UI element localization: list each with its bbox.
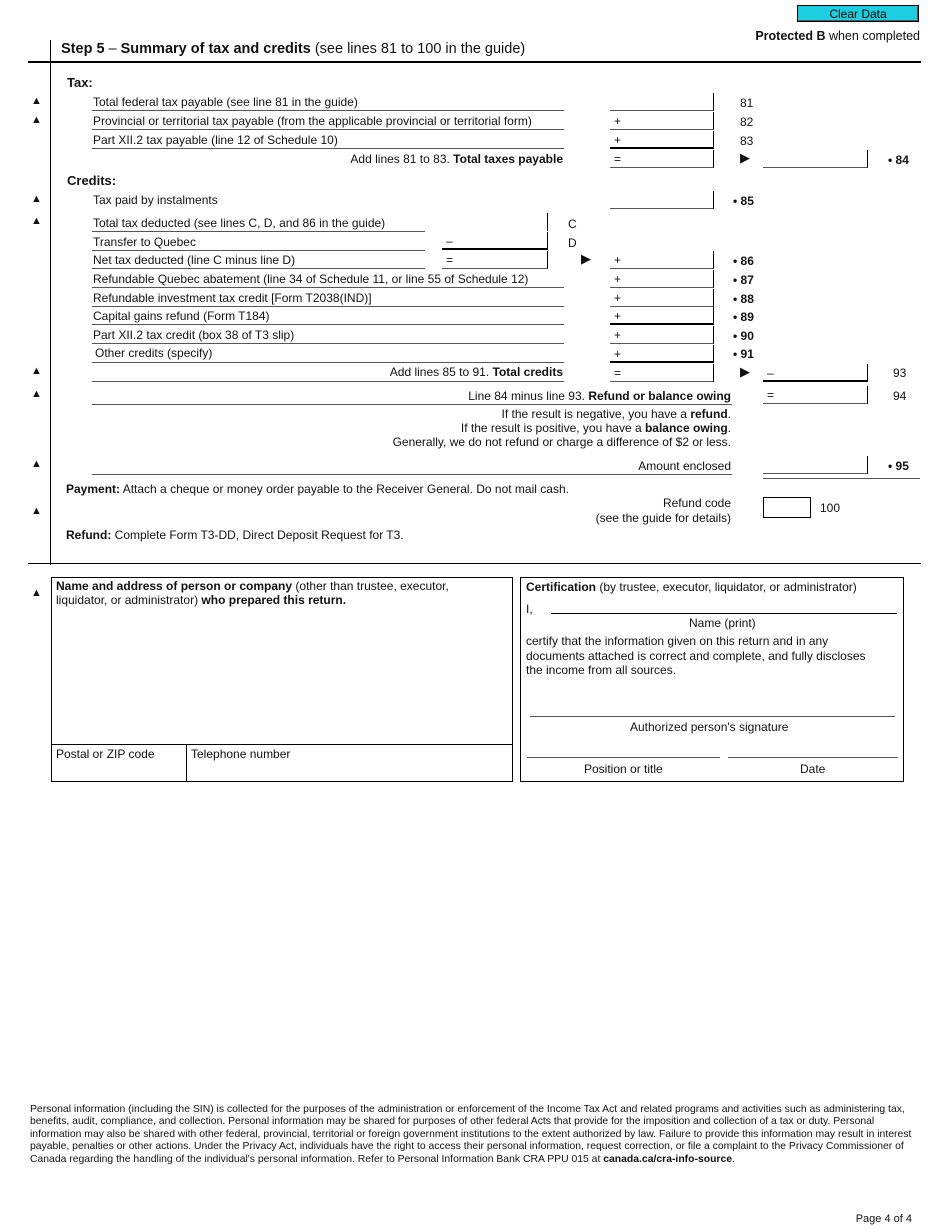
line-c-label: Total tax deducted (see lines C, D, and 86 in the guide): [93, 216, 386, 230]
preparer-text: (other than trustee, executor,: [292, 579, 449, 593]
line-88-label: Refundable investment tax credit [Form T2038(IND)]: [93, 291, 372, 305]
credits-heading: Credits:: [67, 173, 117, 188]
title: Summary of tax and credits: [120, 41, 311, 57]
privacy-link[interactable]: canada.ca/cra-info-source: [603, 1153, 733, 1165]
line-86-number: • 86: [733, 254, 754, 268]
pointer-right-icon: ▶: [581, 251, 591, 266]
underline: [92, 129, 564, 130]
tax-heading: Tax:: [67, 75, 93, 90]
i-label: I,: [526, 602, 533, 616]
total-credits-subtotal: =: [610, 364, 714, 382]
line-87-label: Refundable Quebec abatement (line 34 of Schedule 11, or line 55 of Schedule 12): [93, 272, 529, 286]
balance-bold: Refund or balance owing: [588, 389, 731, 403]
line-82-input[interactable]: +: [610, 112, 714, 130]
line-d-letter: D: [568, 236, 577, 250]
line-85-input[interactable]: [610, 191, 714, 209]
payment-bold: Payment:: [66, 482, 121, 496]
refund-note: [66, 528, 404, 542]
underline: [92, 474, 732, 475]
cert-text-1: certify that the information given on this return and in any: [526, 634, 829, 648]
line-89-input[interactable]: +: [610, 307, 714, 325]
refund-code-sub: (see the guide for details): [595, 511, 731, 525]
arrow-up-icon: ▲: [31, 587, 42, 599]
line-91-number: • 91: [733, 347, 754, 361]
payment-text: Attach a cheque or money order payable to the Receiver General. Do not mail cash.: [120, 482, 569, 496]
note-bold: refund: [690, 407, 728, 421]
left-rule: [50, 40, 51, 565]
position-input[interactable]: [527, 757, 720, 758]
underline: [92, 110, 564, 111]
arrow-up-icon: ▲: [31, 95, 42, 107]
section-title: [61, 41, 525, 58]
line-94-number: 94: [893, 389, 907, 403]
line-87-number: • 87: [733, 273, 754, 287]
arrow-up-icon: ▲: [31, 114, 42, 126]
cert-text-2: documents attached is correct and complete, and fully discloses: [526, 649, 866, 663]
telephone-input[interactable]: [188, 762, 511, 781]
underline: [92, 324, 564, 325]
refund-bold: Refund:: [66, 528, 112, 542]
total-credits-label: [390, 365, 563, 379]
protected-b-label: [755, 29, 920, 43]
line-87-input[interactable]: +: [610, 270, 714, 288]
line-95-number: • 95: [888, 459, 909, 473]
preparer-bold: who prepared this return.: [201, 593, 347, 607]
line-81-label: Total federal tax payable (see line 81 in the guide): [93, 95, 358, 109]
pointer-right-icon: ▶: [740, 364, 750, 379]
line-91-input[interactable]: +: [610, 345, 714, 363]
divider: [51, 744, 513, 745]
difference-note: Generally, we do not refund or charge a difference of $2 or less.: [392, 435, 731, 449]
preparer-text: liquidator, or administrator): [56, 593, 202, 607]
total-credits-bold: Total credits: [492, 365, 563, 379]
line-83-label: Part XII.2 tax payable (line 12 of Schedule 10): [93, 133, 338, 147]
underline: [92, 343, 564, 344]
privacy-text: Personal information (including the SIN) is collected for the purposes of the administration or enforcement of the Income Tax Act and related programs and activities such as administering tax, benefits, audit, compliance, and collection. Personal information may be shared for purposes of other federal Acts that provide for the imposition and collection of a tax or duty. Personal information may also be shared with other federal, provincial, territorial or foreign government institutions to the extent authorized by law. Failure to provide this information may result in interest payable, penalties or other actions. Under the Privacy Act, individuals have the right to access their personal information, request correction, or file a complaint to the Privacy Commissioner of Canada regarding the handling of the individual's personal information. Refer to Personal Information Bank CRA PPU 015 at: [30, 1104, 912, 1165]
step-label: Step 5: [61, 41, 105, 57]
arrow-up-icon: ▲: [31, 388, 42, 400]
note-bold: balance owing: [644, 421, 728, 435]
refund-code-label: Refund code: [662, 496, 731, 510]
top-rule: [28, 61, 921, 63]
line-88-number: • 88: [733, 292, 754, 306]
cert-text-3: the income from all sources.: [526, 663, 677, 677]
line-d-input[interactable]: –: [442, 232, 548, 250]
arrow-up-icon: ▲: [31, 505, 42, 517]
privacy-notice: [30, 1104, 915, 1166]
underline: [92, 287, 564, 288]
line-82-number: 82: [740, 115, 754, 129]
underline: [92, 231, 425, 232]
date-label: Date: [800, 762, 826, 776]
preparer-name-address-input[interactable]: [52, 610, 512, 744]
line-88-input[interactable]: +: [610, 289, 714, 307]
total-taxes-bold: Total taxes payable: [453, 152, 563, 166]
certification-bold: Certification: [526, 580, 597, 594]
protected-b: Protected B: [755, 29, 826, 43]
line-90-input[interactable]: +: [610, 326, 714, 344]
date-input[interactable]: [728, 757, 898, 758]
line-c-letter: C: [568, 217, 577, 231]
line-81-input[interactable]: [610, 93, 714, 111]
line-d-label: Transfer to Quebec: [93, 235, 196, 249]
arrow-up-icon: ▲: [31, 193, 42, 205]
total-taxes-prefix: Add lines 81 to 83.: [350, 152, 454, 166]
line-90-label: Part XII.2 tax credit (box 38 of T3 slip): [93, 328, 295, 342]
line-93-input[interactable]: –: [763, 364, 868, 382]
postal-code-label: Postal or ZIP code: [56, 747, 155, 761]
page-number: Page 4 of 4: [855, 1213, 912, 1225]
line-85-label: Tax paid by instalments: [93, 193, 218, 207]
line-86-label: Net tax deducted (line C minus line D): [93, 253, 296, 267]
underline: [92, 250, 425, 251]
clear-data-button[interactable]: Clear Data: [797, 5, 919, 22]
underline: [92, 362, 564, 363]
arrow-up-icon: ▲: [31, 365, 42, 377]
refund-text: Complete Form T3-DD, Direct Deposit Request for T3.: [111, 528, 404, 542]
net-tax-deducted: =: [442, 251, 548, 269]
balance-prefix: Line 84 minus line 93.: [468, 389, 589, 403]
underline: [92, 148, 564, 149]
name-print-input[interactable]: [551, 613, 897, 614]
line-84-subtotal: =: [610, 150, 714, 168]
line-84-number: • 84: [888, 153, 909, 167]
line-c-input[interactable]: [442, 213, 548, 231]
protected-suffix: when completed: [825, 29, 920, 43]
preparer-title-2: [56, 593, 346, 607]
note-text: If the result is positive, you have a: [460, 421, 645, 435]
preparer-title: [56, 579, 449, 593]
underline: [92, 306, 564, 307]
line-89-number: • 89: [733, 310, 754, 324]
bottom-rule: [28, 563, 921, 564]
line-84-input[interactable]: [763, 150, 868, 168]
signature-input[interactable]: [530, 716, 895, 717]
signature-label: Authorized person's signature: [630, 720, 789, 734]
balance-note: If the result is positive, you have a balance owing.: [460, 421, 731, 435]
divider: [186, 744, 187, 782]
position-label: Position or title: [584, 762, 663, 776]
note-text: If the result is negative, you have a: [501, 407, 691, 421]
line-85-number: • 85: [733, 194, 754, 208]
arrow-up-icon: ▲: [31, 458, 42, 470]
line-93-number: 93: [893, 366, 907, 380]
name-print-label: Name (print): [689, 616, 756, 630]
underline: [92, 381, 564, 382]
balance-label: [468, 389, 731, 403]
line-91-label: Other credits (specify): [95, 346, 213, 360]
pointer-right-icon: ▶: [740, 150, 750, 165]
total-credits-prefix: Add lines 85 to 91.: [389, 365, 493, 379]
certification-title: [526, 580, 857, 594]
telephone-label: Telephone number: [191, 747, 291, 761]
underline: [763, 478, 920, 479]
arrow-up-icon: ▲: [31, 215, 42, 227]
certification-box: [520, 577, 904, 782]
line-83-number: 83: [740, 134, 754, 148]
line-95-input[interactable]: [763, 456, 868, 474]
payment-note: [66, 482, 569, 496]
postal-code-input[interactable]: [52, 762, 185, 781]
underline: [92, 404, 732, 405]
line-86-input[interactable]: +: [610, 251, 714, 269]
amount-enclosed-label: Amount enclosed: [638, 459, 731, 473]
underline: [92, 268, 425, 269]
total-taxes-label: [350, 152, 563, 166]
line-94-input[interactable]: =: [763, 386, 868, 404]
preparer-bold: Name and address of person or company: [56, 579, 293, 593]
line-82-label: Provincial or territorial tax payable (from the applicable provincial or territorial form): [93, 114, 532, 128]
privacy-end: .: [732, 1153, 735, 1165]
refund-code-input[interactable]: [763, 497, 811, 518]
line-100-number: 100: [820, 501, 841, 515]
line-81-number: 81: [740, 96, 754, 110]
refund-note: If the result is negative, you have a refund.: [501, 407, 731, 421]
line-89-label: Capital gains refund (Form T184): [93, 309, 270, 323]
title-suffix: (see lines 81 to 100 in the guide): [310, 41, 526, 57]
dash: –: [104, 41, 121, 57]
line-83-input[interactable]: +: [610, 131, 714, 149]
certification-text: (by trustee, executor, liquidator, or administrator): [596, 580, 857, 594]
line-90-number: • 90: [733, 329, 754, 343]
